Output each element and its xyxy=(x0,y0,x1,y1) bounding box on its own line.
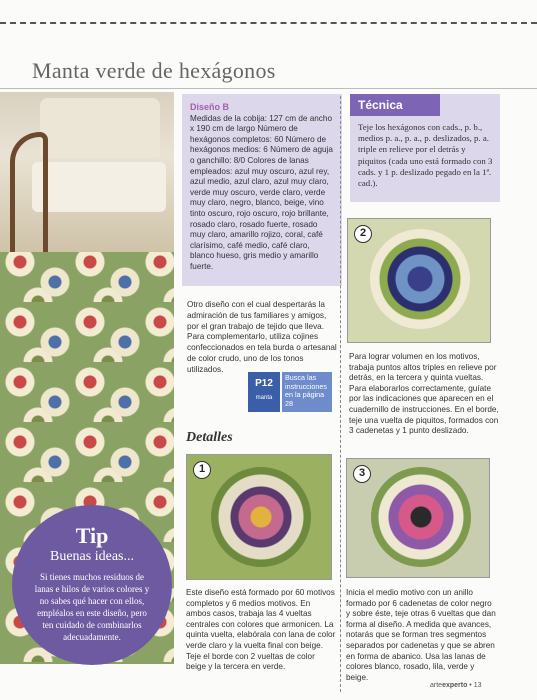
reference-code: P12 xyxy=(255,378,273,389)
hexagon-motif-image xyxy=(370,229,470,329)
technique-text: Teje los hexágonos con cads., p. b., medios p. a., p. a., p. deslizados, p. a. triple en relieve por el detrás y piquitos (cada uno está formado con 3 cads. y 1 p. deslizado pegado en la 1ª. cad.). xyxy=(358,122,493,189)
reference-code-box xyxy=(248,372,280,412)
detail-photo-1 xyxy=(186,454,332,580)
detail-1-text: Este diseño está formado por 60 motivos completos y 6 medios motivos. En ambos casos, trabaja las 4 vueltas centrales con colores que armonicen. La quinta vuelta, elabórala con lana de color verde claro y la vuelta final con beige. Teje el borde con 2 vueltas de color beige y la tercera en verde. xyxy=(186,588,336,672)
reference-text: Busca las instrucciones en la página 28 xyxy=(282,372,332,412)
tip-subtitle: Buenas ideas... xyxy=(50,549,134,564)
tip-text: Si tienes muchos residuos de lanas e hilos de varios colores y no sabes qué hacer con ellos, empléalos en este diseño, pero ten cuidado de combinarlos adecuadamente. xyxy=(34,572,150,642)
tip-title: Tip xyxy=(75,523,109,548)
photo-number-badge: 2 xyxy=(354,225,372,243)
page-title: Manta verde de hexágonos xyxy=(32,58,276,83)
reference-kind: manta xyxy=(255,395,273,401)
technique-heading: Técnica xyxy=(350,94,440,116)
tip-badge xyxy=(12,505,172,665)
top-dashed-rule xyxy=(0,22,537,24)
chair-back xyxy=(40,98,160,158)
detail-2-text: Para lograr volumen en los motivos, trabaja puntos altos triples en relieve por detrás, en la tercera y quinta vueltas. Para elaborarlos correctamente, guíate por las indicaciones que aparecen en el cuadernillo de instrucciones. En el borde, teje una vuelta de piquitos, formados con 3 cadenetas y 1 punto deslizado. xyxy=(349,352,499,436)
intro-paragraph: Otro diseño con el cual despertarás la admiración de tus familiares y amigos, por el gran trabajo de tejido que lleva. Para complementarlo, utiliza cojines confeccionados en tela burda o artesanal de color crudo, uno de los tonos utilizados. xyxy=(187,300,337,374)
photo-number-badge: 3 xyxy=(353,465,371,483)
design-heading: Diseño B xyxy=(190,102,230,112)
title-rule xyxy=(0,88,537,89)
instructions-reference xyxy=(248,372,332,412)
half-hexagon-motif-image xyxy=(371,467,471,567)
chair-seat xyxy=(32,162,166,212)
page-footer: arteexperto • 13 xyxy=(430,682,482,689)
technique-box xyxy=(350,94,500,202)
detail-photo-2 xyxy=(347,218,491,343)
column-divider xyxy=(340,96,341,692)
details-heading: Detalles xyxy=(186,430,233,445)
chair-arm xyxy=(10,132,48,252)
page-number: 13 xyxy=(473,682,482,689)
hexagon-motif-image xyxy=(211,467,311,567)
detail-photo-3 xyxy=(346,458,490,578)
design-specs-box xyxy=(182,94,342,286)
photo-number-badge: 1 xyxy=(193,461,211,479)
footer-brand-a: arte xyxy=(430,682,443,689)
detail-3-text: Inicia el medio motivo con un anillo formado por 6 cadenetas de color negro y sobre éste, teje otras 6 vueltas que dan forma al diseño. A medida que avances, notarás que se forman tres segmentos separados por cadenetas y que se abren en forma de abanico. Usa las lanas de colores blanco, rosado, lila, verde y beige. xyxy=(346,588,496,682)
armchair-image xyxy=(0,92,174,252)
footer-brand-b: experto xyxy=(442,682,468,689)
design-specs-text: Medidas de la cobija: 127 cm de ancho x 190 cm de largo Número de hexágonos completos: 60 Número de hexágonos medios: 6 Número de aguja o ganchillo: 8/0 Colores de lanas empleados: azul muy oscuro, azul rey, azul medio, azul claro, azul muy claro, verde muy oscuro, verde claro, verde muy claro, negro, blanco, beige, vino tinto oscuro, rojo oscuro, rojo brillante, rosado claro, rosado fuerte, rosado muy claro, amarillo rojizo, coral, café clarísimo, café medio, café claro, blanco hueso, gris medio y amarillo fuerte. xyxy=(190,113,333,271)
